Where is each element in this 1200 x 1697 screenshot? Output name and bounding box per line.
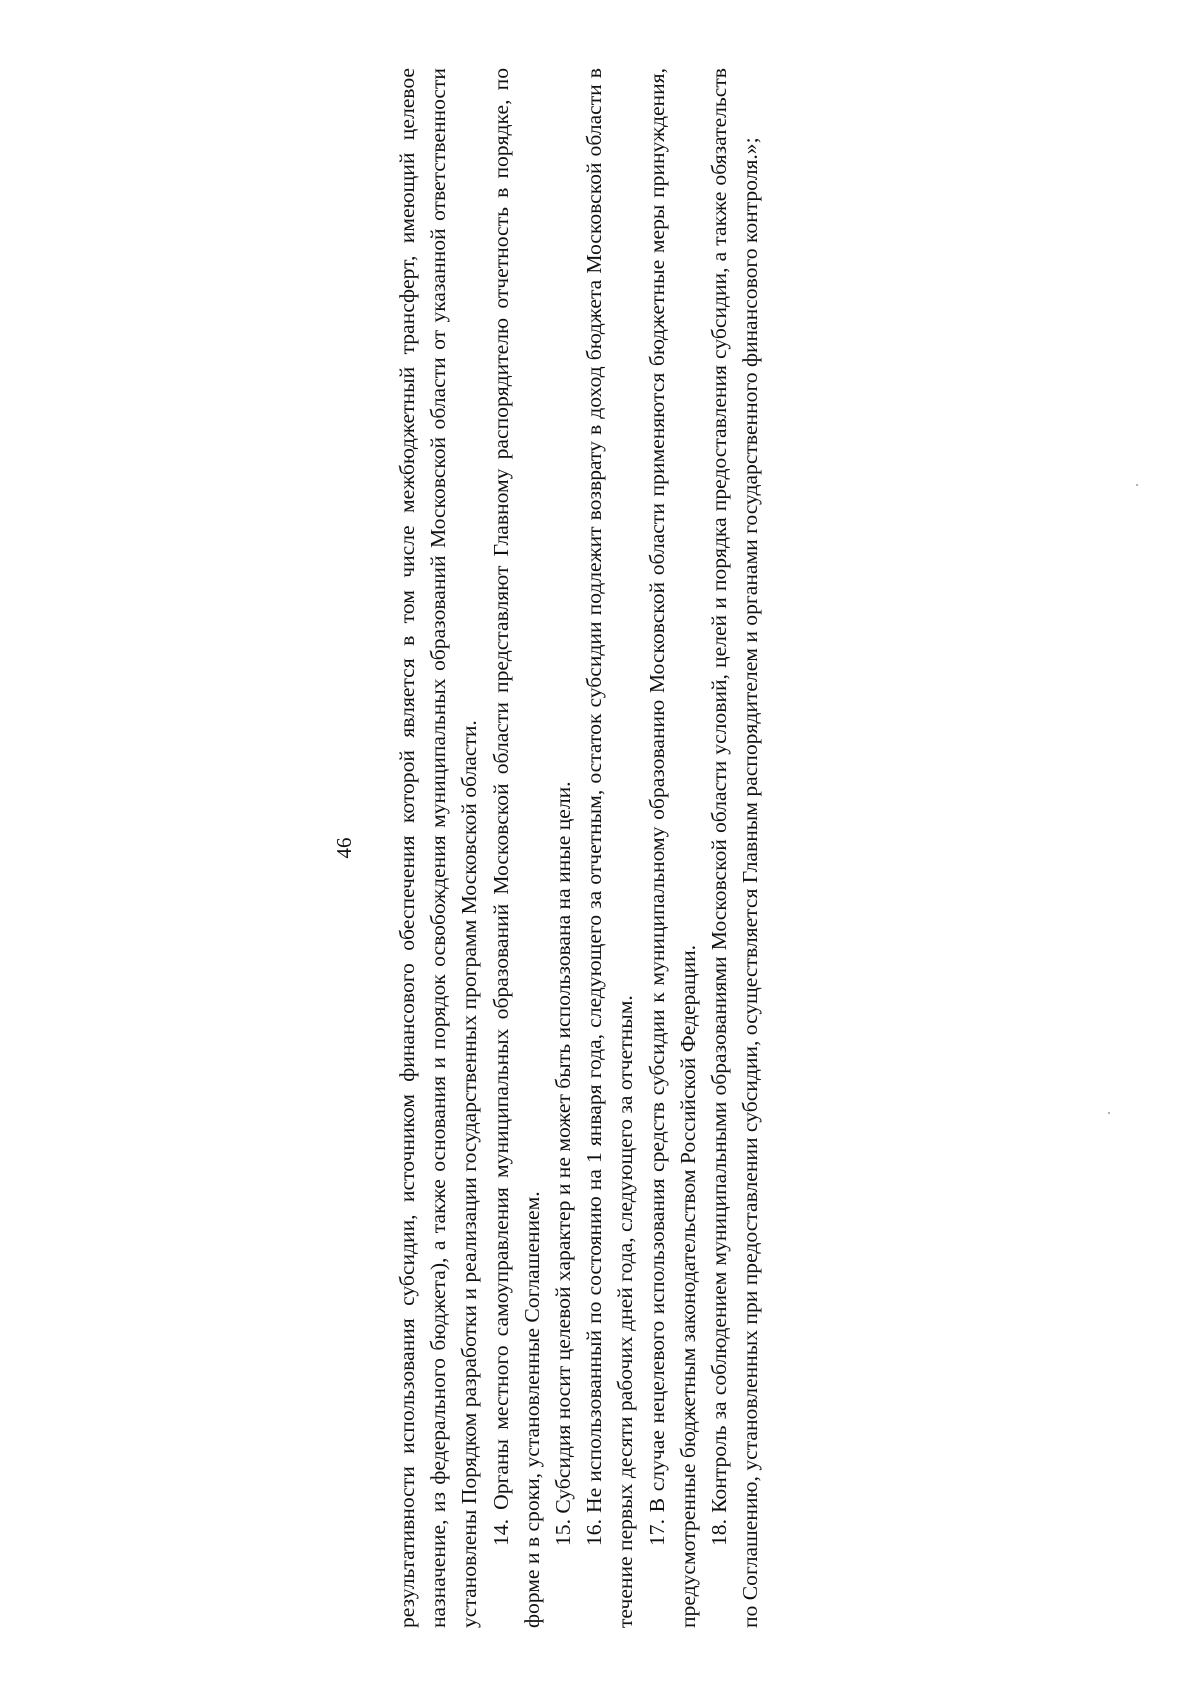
paragraph-14: 14. Органы местного самоуправления муниципальных образований Московской области представляют Главному распорядителю отчетность в порядке, по форме и в сроки, установленные Соглашением. [488, 68, 544, 1628]
scan-speck [1136, 484, 1138, 486]
page-number: 46 [332, 837, 356, 859]
scan-speck [1108, 1112, 1110, 1114]
paragraph-18: 18. Контроль за соблюдением муниципальными образованиями Московской области условий, целей и порядка предоставления субсидии, а также обязательств по Соглашению, установленных при предоставлении субсидии, осуществляется Главным распорядителем и органами государственного финансового контроля.»; [707, 68, 763, 1628]
paragraph-continuation: результативности использования субсидии, источником финансового обеспечения которой является в том числе межбюджетный трансферт, имеющий целевое назначение, из федерального бюджета), а также основания и порядок освобождения муниципальных образований Московской области от указанной ответственности установлены Порядком разработки и реализации государственных программ Московской области. [395, 68, 482, 1628]
rotated-content [330, 68, 870, 1628]
document-body [392, 68, 766, 1628]
paragraph-17: 17. В случае нецелевого использования средств субсидии к муниципальному образованию Московской области применяются бюджетные меры принуждения, предусмотренные бюджетным законодательством Российской Федерации. [644, 68, 700, 1628]
paragraph-16: 16. Не использованный по состоянию на 1 января года, следующего за отчетным, остаток субсидии подлежит возврату в доход бюджета Московской области в течение первых десяти рабочих дней года, следующего за отчетным. [582, 68, 638, 1628]
paragraph-15: 15. Субсидия носит целевой характер и не может быть использована на иные цели. [551, 781, 576, 1546]
